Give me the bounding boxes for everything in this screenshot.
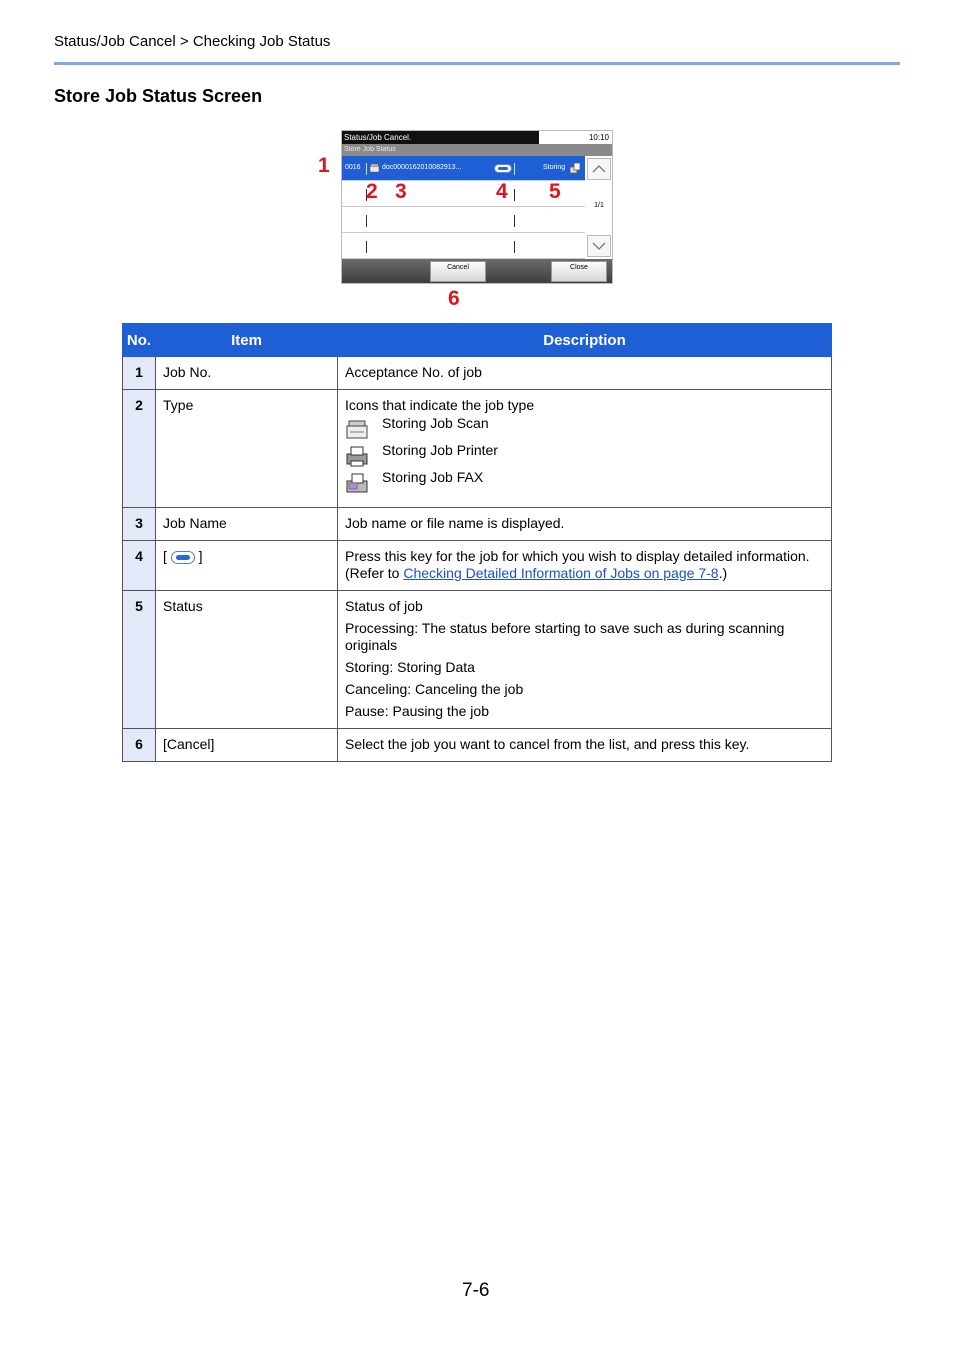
description-text: Press this key for the job for which you wish to display detailed information. (Refer to (345, 548, 810, 581)
description-text: .) (718, 565, 728, 581)
column-divider (366, 163, 367, 175)
cross-reference-link[interactable]: Checking Detailed Information of Jobs on page 7-8 (403, 565, 719, 581)
row-number: 5 (123, 591, 156, 729)
callout-2: 2 (366, 180, 378, 203)
chevron-down-icon (588, 236, 610, 256)
job-name: doc0000162010082913... (382, 164, 462, 171)
breadcrumb: Status/Job Cancel > Checking Job Status (54, 33, 331, 50)
panel-title: Status/Job Cancel. (342, 131, 539, 144)
callout-1: 1 (318, 154, 330, 177)
table-row (123, 508, 832, 541)
panel-bottom-bar (342, 259, 613, 284)
page-indicator: 1/1 (594, 202, 604, 209)
close-button[interactable]: Close (551, 261, 607, 282)
row-description: Select the job you want to cancel from the list, and press this key. (338, 729, 832, 762)
job-number: 0016 (345, 164, 361, 171)
chevron-up-icon (588, 159, 610, 179)
header-item: Item (156, 324, 338, 357)
status-intro: Status of job (345, 598, 423, 614)
type-label: Storing Job Printer (382, 442, 498, 458)
status-processing: Processing: The status before starting to save such as during scanning originals (345, 620, 785, 653)
type-fax-line (345, 469, 824, 496)
section-title: Store Job Status Screen (54, 86, 263, 106)
callout-4: 4 (496, 180, 508, 203)
callout-3: 3 (395, 180, 407, 203)
row-description (338, 390, 832, 508)
bracket-close: ] (198, 548, 203, 564)
table-row (123, 729, 832, 762)
table-row (123, 541, 832, 591)
status-canceling: Canceling: Canceling the job (345, 681, 524, 697)
table-row (123, 591, 832, 729)
row-description (338, 541, 832, 591)
column-divider (514, 189, 515, 201)
status-pause: Pause: Pausing the job (345, 703, 489, 719)
row-item: Job No. (156, 357, 338, 390)
scan-job-icon (369, 163, 380, 174)
header-description: Description (338, 324, 832, 357)
callout-6: 6 (448, 287, 460, 310)
row-item: Type (156, 390, 338, 508)
job-status: Storing (543, 164, 566, 171)
scroll-down-button[interactable] (587, 235, 611, 257)
table-row (123, 390, 832, 508)
fax-job-icon (345, 472, 369, 494)
printer-job-icon (345, 445, 369, 467)
column-divider (514, 241, 515, 253)
header-rule (54, 62, 900, 65)
column-divider (366, 241, 367, 253)
storing-status-icon (569, 162, 581, 174)
column-divider (514, 163, 515, 175)
scroll-up-button[interactable] (587, 158, 611, 180)
column-divider (366, 215, 367, 227)
job-row-empty[interactable] (342, 234, 585, 259)
table-row (123, 357, 832, 390)
type-intro: Icons that indicate the job type (345, 397, 535, 413)
page-number: 7-6 (462, 1280, 490, 1301)
row-item: [Cancel] (156, 729, 338, 762)
type-printer-line (345, 442, 824, 469)
detail-button-icon (171, 551, 195, 564)
detail-button[interactable] (494, 164, 512, 173)
callout-5: 5 (549, 180, 561, 203)
row-number: 3 (123, 508, 156, 541)
panel-subtitle: Store Job Status (342, 144, 613, 156)
store-job-status-panel (341, 130, 613, 284)
row-item (156, 541, 338, 591)
type-label: Storing Job Scan (382, 415, 489, 431)
row-item: Status (156, 591, 338, 729)
row-number: 6 (123, 729, 156, 762)
status-storing: Storing: Storing Data (345, 659, 475, 675)
panel-clock: 10:10 (539, 131, 613, 144)
type-scan-line (345, 415, 824, 442)
bracket-open: [ (163, 548, 167, 564)
cancel-button[interactable]: Cancel (430, 261, 486, 282)
scan-job-icon (345, 418, 369, 440)
type-label: Storing Job FAX (382, 469, 484, 485)
row-description: Acceptance No. of job (338, 357, 832, 390)
row-number: 4 (123, 541, 156, 591)
row-number: 1 (123, 357, 156, 390)
header-no: No. (123, 324, 156, 357)
row-description: Job name or file name is displayed. (338, 508, 832, 541)
job-row-empty[interactable] (342, 208, 585, 233)
scrollbar[interactable] (587, 158, 611, 258)
row-number: 2 (123, 390, 156, 508)
row-description (338, 591, 832, 729)
item-description-table (122, 323, 832, 762)
job-row-selected[interactable] (342, 156, 585, 181)
column-divider (514, 215, 515, 227)
table-header-row (123, 324, 832, 357)
row-item: Job Name (156, 508, 338, 541)
